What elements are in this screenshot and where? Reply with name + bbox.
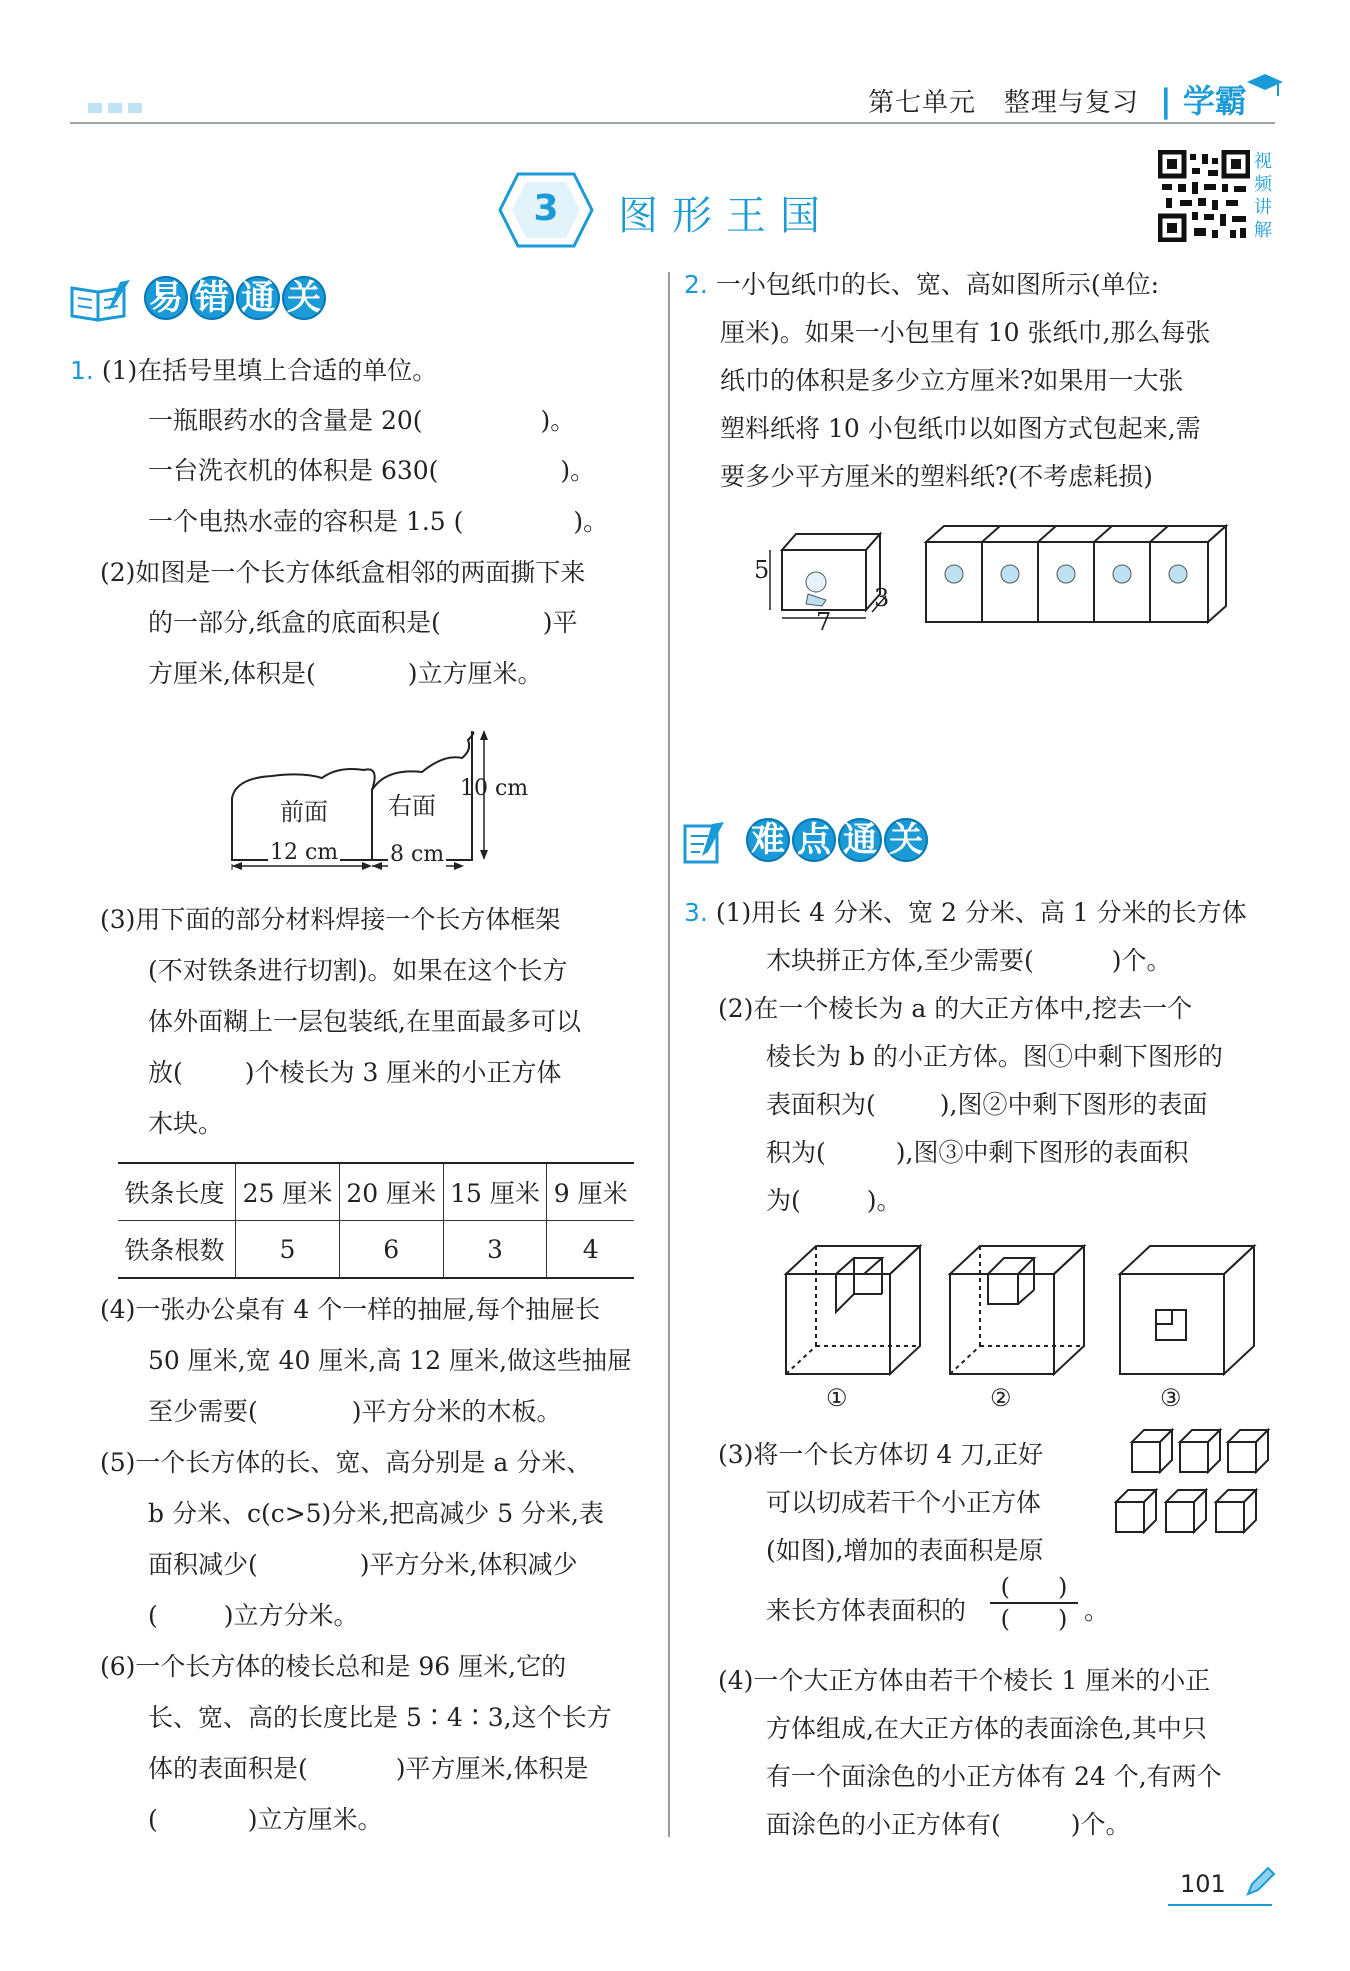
q3-p4-l4: 面涂色的小正方体有( )个。 <box>766 1810 1131 1839</box>
cut-cuboid-figure <box>1108 1424 1278 1554</box>
section-title-char: 通 <box>838 818 882 862</box>
q3-p4-l2: 方体组成,在大正方体的表面涂色,其中只 <box>766 1714 1207 1743</box>
q1-p4-l3: 至少需要( )平方分米的木板。 <box>148 1397 562 1426</box>
q3-p1-l2: 木块拼正方体,至少需要( )个。 <box>766 946 1172 975</box>
q1-p6-l1: (6)一个长方体的棱长总和是 96 厘米,它的 <box>100 1652 567 1681</box>
fig-label-width2: 8 cm <box>390 842 445 867</box>
page-number-underline <box>1168 1904 1272 1906</box>
edit-note-icon <box>682 820 728 866</box>
header-section: 整理与复习 <box>1003 88 1139 118</box>
q3-p2-l3: 表面积为( ),图②中剩下图形的表面 <box>766 1090 1208 1119</box>
page-number: 101 <box>1180 1870 1226 1898</box>
q2-line2: 厘米)。如果一小包里有 10 张纸巾,那么每张 <box>720 318 1211 347</box>
qr-code-icon[interactable] <box>1158 150 1250 242</box>
q1-number: 1. <box>70 356 94 385</box>
q2-line1: 一小包纸巾的长、宽、高如图所示(单位: <box>715 270 1159 299</box>
q1-p3-l1: (3)用下面的部分材料焊接一个长方体框架 <box>100 905 561 934</box>
header-rule <box>70 122 1275 124</box>
tissue-depth-label: 3 <box>874 584 890 612</box>
tissue-height-label: 5 <box>754 556 770 584</box>
q3-p2-l2: 棱长为 b 的小正方体。图①中剩下图形的 <box>766 1042 1223 1071</box>
q3-p4-l1: (4)一个大正方体由若干个棱长 1 厘米的小正 <box>718 1666 1211 1695</box>
header-decoration <box>88 98 148 117</box>
question-2 <box>684 260 1159 310</box>
q1-p1-head: (1)在括号里填上合适的单位。 <box>101 356 438 385</box>
q3-number: 3. <box>684 898 708 927</box>
q1-p1-b: 一台洗衣机的体积是 630( )。 <box>148 456 596 485</box>
q3-p1-l1: (1)用长 4 分米、宽 2 分米、高 1 分米的长方体 <box>715 898 1247 927</box>
q1-p5-l4: ( )立方分米。 <box>148 1601 359 1630</box>
q3-p3-l4: 来长方体表面积的 <box>766 1596 967 1625</box>
q1-p2-l2: 的一部分,纸盒的底面积是( )平 <box>148 608 578 637</box>
table-cell: 4 <box>547 1221 634 1278</box>
fig-label-height: 10 cm <box>460 776 529 801</box>
q2-line3: 纸巾的体积是多少立方厘米?如果用一大张 <box>720 366 1184 395</box>
q2-line4: 塑料纸将 10 小包纸巾以如图方式包起来,需 <box>720 414 1201 443</box>
cube-figure-3 <box>1120 1246 1254 1374</box>
q2-number: 2. <box>684 270 708 299</box>
q1-p6-l4: ( )立方厘米。 <box>148 1805 383 1834</box>
section-title-char: 错 <box>190 276 234 320</box>
cube-label-3: ③ <box>1160 1384 1182 1412</box>
section-title-char: 点 <box>792 818 836 862</box>
table-cell: 铁条根数 <box>124 1236 225 1265</box>
table-row <box>118 1221 634 1278</box>
qr-side-text: 视频讲解 <box>1254 151 1272 241</box>
q1-p4-l1: (4)一张办公桌有 4 个一样的抽屉,每个抽屉长 <box>100 1295 601 1324</box>
q1-p1-c: 一个电热水壶的容积是 1.5 ( )。 <box>148 507 609 536</box>
q1-p3-l5: 木块。 <box>148 1109 224 1138</box>
table-cell: 9 厘米 <box>547 1164 634 1221</box>
q1-p3-l2: (不对铁条进行切割)。如果在这个长方 <box>148 956 568 985</box>
q1-p6-l2: 长、宽、高的长度比是 5∶4∶3,这个长方 <box>148 1703 612 1732</box>
section-title-char: 关 <box>282 276 326 320</box>
q1-p5-l1: (5)一个长方体的长、宽、高分别是 a 分米、 <box>100 1448 592 1477</box>
q1-p1-a: 一瓶眼药水的含量是 20( )。 <box>148 406 576 435</box>
cube-figure-1 <box>786 1246 920 1374</box>
question-1 <box>70 346 437 396</box>
chapter-number: 3 <box>533 188 559 229</box>
tissue-width-label: 7 <box>816 608 832 636</box>
q3-p3-l2: 可以切成若干个小正方体 <box>766 1488 1042 1517</box>
pencil-icon <box>1244 1864 1278 1898</box>
q1-p3-l4: 放( )个棱长为 3 厘米的小正方体 <box>148 1058 562 1087</box>
q3-p2-l1: (2)在一个棱长为 a 的大正方体中,挖去一个 <box>718 994 1193 1023</box>
table-cell: 25 厘米 <box>236 1164 340 1221</box>
table-row <box>118 1164 634 1221</box>
table-cell: 15 厘米 <box>443 1164 547 1221</box>
table-cell: 20 厘米 <box>339 1164 443 1221</box>
iron-bar-table <box>118 1162 634 1279</box>
chapter-title: 图形王国 <box>618 193 834 239</box>
question-3 <box>684 888 1247 938</box>
section-title-char: 易 <box>144 276 188 320</box>
table-cell: 5 <box>236 1221 340 1278</box>
section-title-char: 难 <box>746 818 790 862</box>
fraction-blank[interactable] <box>990 1572 1078 1634</box>
q3-p3-l3: (如图),增加的表面积是原 <box>766 1536 1044 1565</box>
book-pen-icon <box>68 278 132 324</box>
q1-p5-l2: b 分米、c(c>5)分米,把高减少 5 分米,表 <box>148 1499 605 1528</box>
q3-p3-end: 。 <box>1084 1596 1110 1625</box>
q1-p5-l3: 面积减少( )平方分米,体积减少 <box>148 1550 578 1579</box>
table-cell: 6 <box>339 1221 443 1278</box>
left-section-title <box>144 276 328 320</box>
mortarboard-icon <box>1245 70 1285 100</box>
q3-p4-l3: 有一个面涂色的小正方体有 24 个,有两个 <box>766 1762 1222 1791</box>
fig-label-width1: 12 cm <box>270 840 339 865</box>
section-title-char: 通 <box>236 276 280 320</box>
fig-label-front: 前面 <box>280 798 328 826</box>
brand-logo: | 学霸 <box>1160 82 1247 120</box>
fig-label-right: 右面 <box>388 792 436 820</box>
q3-p2-l5: 为( )。 <box>766 1186 902 1215</box>
table-cell: 3 <box>443 1221 547 1278</box>
q1-p4-l2: 50 厘米,宽 40 厘米,高 12 厘米,做这些抽屉 <box>148 1346 633 1375</box>
q1-p2-l3: 方厘米,体积是( )立方厘米。 <box>148 659 543 688</box>
cube-label-2: ② <box>990 1384 1012 1412</box>
header-unit: 第七单元 整理与复习 <box>868 88 1139 118</box>
q1-p3-l3: 体外面糊上一层包装纸,在里面最多可以 <box>148 1007 581 1036</box>
q3-p3-l1: (3)将一个长方体切 4 刀,正好 <box>718 1440 1044 1469</box>
section-title-char: 关 <box>884 818 928 862</box>
cube-figures <box>780 1240 1260 1380</box>
column-divider <box>668 272 670 1837</box>
fraction-numerator: ( ) <box>1000 1573 1068 1601</box>
table-cell: 铁条长度 <box>118 1164 236 1221</box>
cube-figure-2 <box>950 1246 1084 1374</box>
wrapped-packs-figure <box>922 522 1228 626</box>
q1-p2-l1: (2)如图是一个长方体纸盒相邻的两面撕下来 <box>100 558 586 587</box>
cube-label-1: ① <box>826 1384 848 1412</box>
q2-line5: 要多少平方厘米的塑料纸?(不考虑耗损) <box>720 462 1153 491</box>
q3-p2-l4: 积为( ),图③中剩下图形的表面积 <box>766 1138 1189 1167</box>
q1-p6-l3: 体的表面积是( )平方厘米,体积是 <box>148 1754 589 1783</box>
right-section-title <box>746 818 930 862</box>
fraction-denominator: ( ) <box>1000 1605 1068 1633</box>
